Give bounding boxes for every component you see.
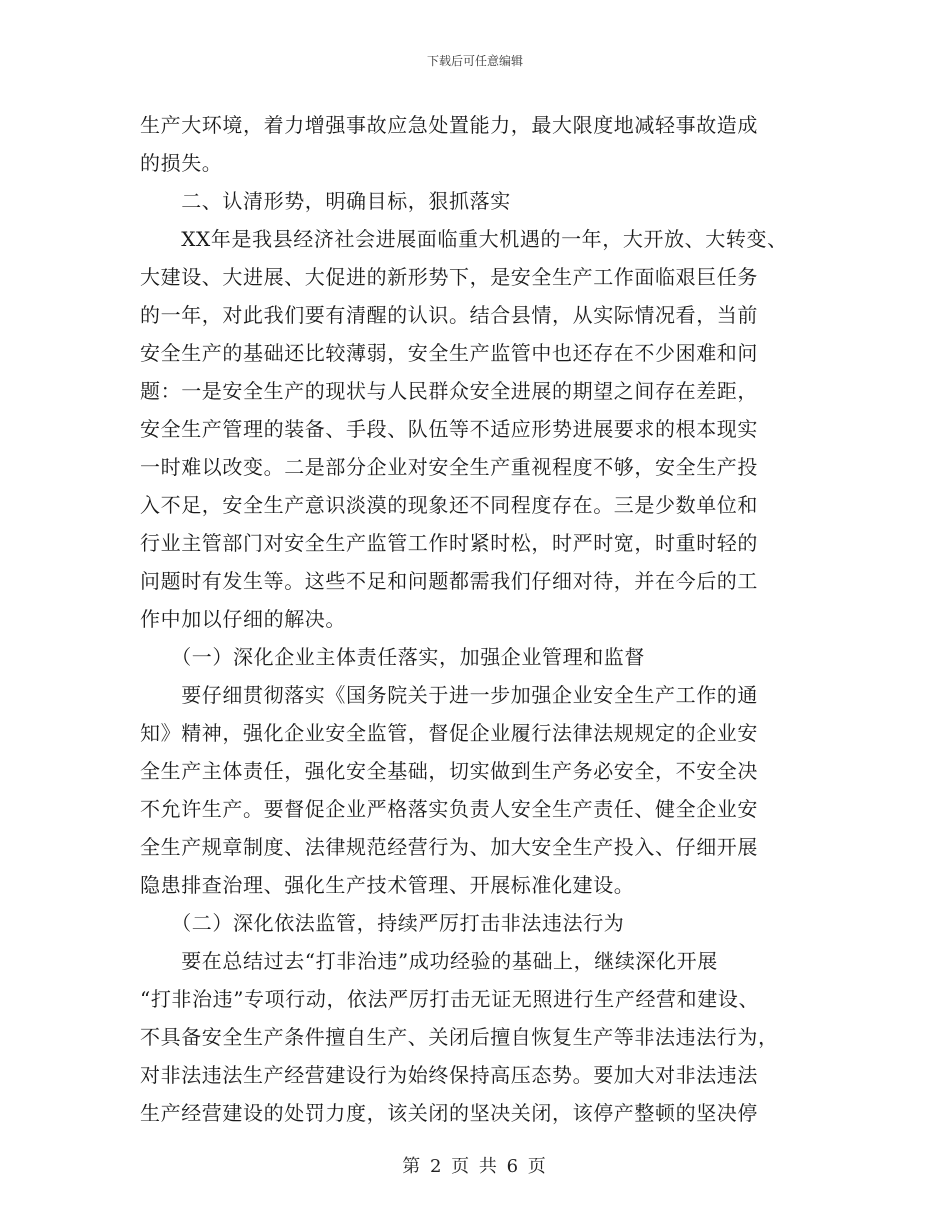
body-line: 要在总结过去“打非治违”成功经验的基础上，继续深化开展 xyxy=(140,949,718,973)
page-header: 下载后可任意编辑 xyxy=(426,54,523,68)
subsection-heading: （二）深化依法监管，持续严厉打击非法违法行为 xyxy=(140,911,625,935)
body-line: 要仔细贯彻落实《国务院关于进一步加强企业安全生产工作的通 xyxy=(140,683,758,707)
body-line: 全生产主体责任，强化安全基础，切实做到生产务必安全，不安全决 xyxy=(140,759,758,783)
body-line: 生产经营建设的处罚力度，该关闭的坚决关闭，该停产整顿的坚决停 xyxy=(140,1101,758,1125)
body-line: 题：一是安全生产的现状与人民群众安全进展的期望之间存在差距， xyxy=(140,379,758,403)
body-line: 全生产规章制度、法律规范经营行为、加大安全生产投入、仔细开展 xyxy=(140,835,758,859)
body-line: XX年是我县经济社会进展面临重大机遇的一年，大开放、大转变、 xyxy=(140,227,788,251)
body-line: 对非法违法生产经营建设行为始终保持高压态势。要加大对非法违法 xyxy=(140,1063,758,1087)
subsection-heading: （一）深化企业主体责任落实，加强企业管理和监督 xyxy=(140,645,645,669)
page-footer: 第 2 页 共 6 页 xyxy=(402,1156,548,1177)
body-line: 一时难以改变。二是部分企业对安全生产重视程度不够，安全生产投 xyxy=(140,455,758,479)
body-line: 作中加以仔细的解决。 xyxy=(140,607,346,631)
body-line: 不具备安全生产条件擅自生产、关闭后擅自恢复生产等非法违法行为， xyxy=(140,1025,779,1049)
body-line: 安全生产管理的装备、手段、队伍等不适应形势进展要求的根本现实 xyxy=(140,417,758,441)
body-line: 不允许生产。要督促企业严格落实负责人安全生产责任、健全企业安 xyxy=(140,797,758,821)
body-line: 隐患排查治理、强化生产技术管理、开展标准化建设。 xyxy=(140,873,635,897)
body-line: 安全生产的基础还比较薄弱，安全生产监管中也还存在不少困难和问 xyxy=(140,341,758,365)
body-line: “打非治违”专项行动，依法严厉打击无证无照进行生产经营和建设、 xyxy=(140,987,760,1011)
body-line: 生产大环境，着力增强事故应急处置能力，最大限度地减轻事故造成 xyxy=(140,113,758,137)
body-line: 的一年，对此我们要有清醒的认识。结合县情，从实际情况看，当前 xyxy=(140,303,758,327)
body-line: 知》精神，强化企业安全监管，督促企业履行法律法规规定的企业安 xyxy=(140,721,758,745)
body-line: 问题时有发生等。这些不足和问题都需我们仔细对待，并在今后的工 xyxy=(140,569,758,593)
document-body xyxy=(140,106,810,1132)
body-line: 入不足，安全生产意识淡漠的现象还不同程度存在。三是少数单位和 xyxy=(140,493,758,517)
body-line: 大建设、大进展、大促进的新形势下，是安全生产工作面临艰巨任务 xyxy=(140,265,758,289)
body-line: 行业主管部门对安全生产监管工作时紧时松，时严时宽，时重时轻的 xyxy=(140,531,758,555)
section-heading: 二、认清形势，明确目标，狠抓落实 xyxy=(140,189,511,213)
body-line: 的损失。 xyxy=(140,151,223,175)
